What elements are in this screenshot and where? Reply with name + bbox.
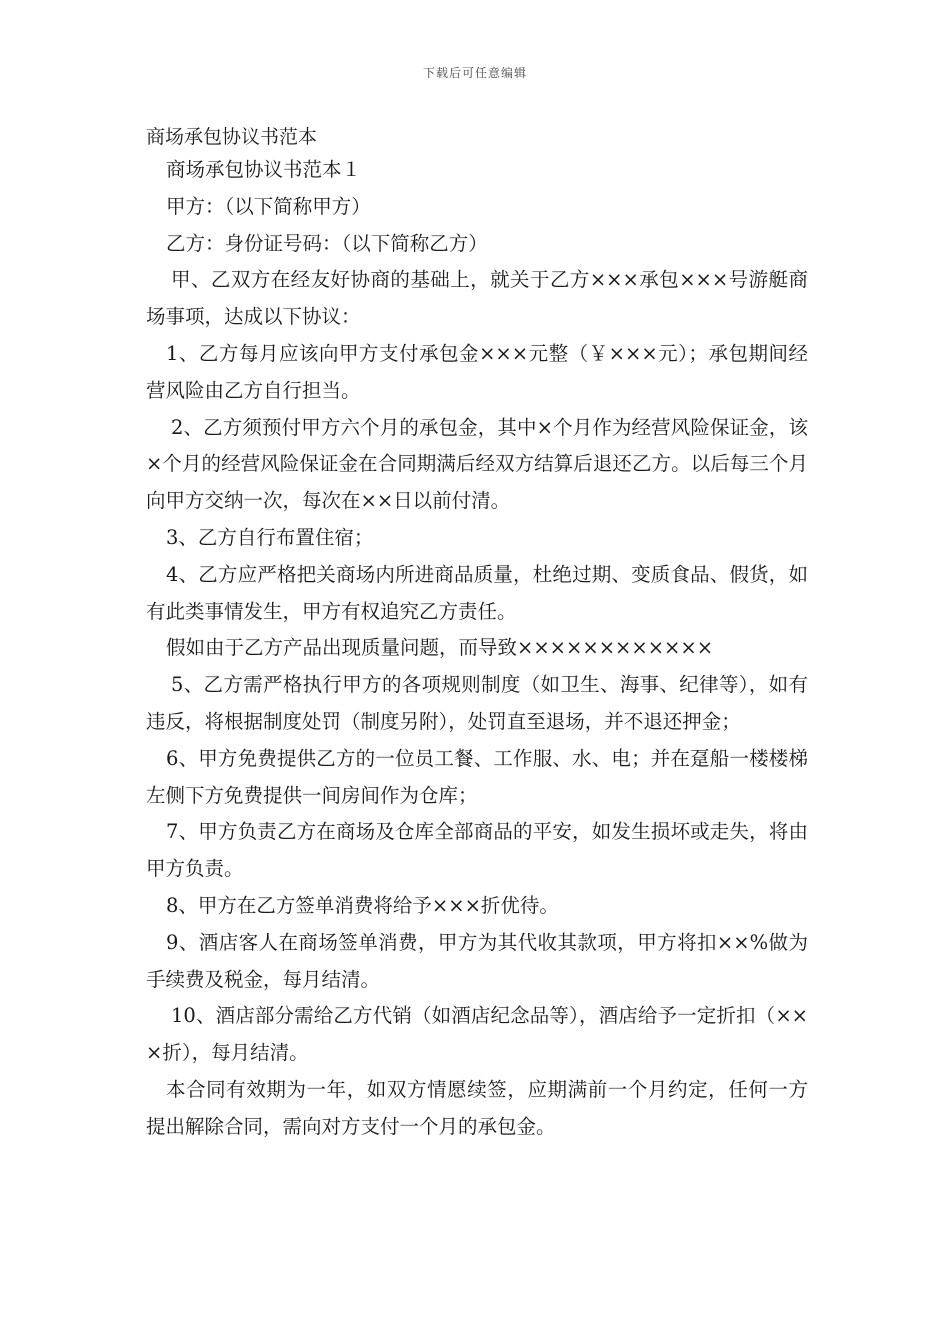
party-a-line: 甲方：（以下简称甲方） [166, 194, 371, 218]
document-title: 商场承包协议书范本 [146, 126, 318, 148]
clause-4: 4、乙方应严格把关商场内所进商品质量，杜绝过期、变质食品、假货，如有此类事情发生，甲方有权追究乙方责任。 [146, 562, 808, 623]
clause-8: 8、甲方在乙方签单消费将给予×××折优待。 [166, 893, 559, 917]
subtitle: 商场承包协议书范本１ [166, 158, 362, 181]
term-paragraph: 本合同有效期为一年，如双方情愿续签，应期满前一个月约定，任何一方提出解除合同，需向对方支付一个月的承包金。 [146, 1077, 808, 1138]
clause-1: 1、乙方每月应该向甲方支付承包金×××元整（￥×××元）；承包期间经营风险由乙方自行担当。 [146, 341, 808, 402]
clause-9: 9、酒店客人在商场签单消费，甲方为其代收其款项，甲方将扣××%做为手续费及税金，每月结清。 [146, 930, 808, 991]
document-body [146, 152, 808, 1146]
preamble-paragraph: 甲、乙双方在经友好协商的基础上，就关于乙方×××承包×××号游艇商场事项，达成以下协议： [146, 268, 808, 329]
clause-5: 5、乙方需严格执行甲方的各项规则制度（如卫生、海事、纪律等），如有违反，将根据制度处罚（制度另附），处罚直至退场，并不退还押金； [146, 673, 808, 733]
clause-7: 7、甲方负责乙方在商场及仓库全部商品的平安，如发生损坏或走失，将由甲方负责。 [146, 820, 808, 881]
clause-2: 2、乙方须预付甲方六个月的承包金，其中×个月作为经营风险保证金，该×个月的经营风险保证金在合同期满后经双方结算后退还乙方。以后每三个月向甲方交纳一次，每次在××日以前付清。 [146, 415, 808, 513]
clause-3: 3、乙方自行布置住宿； [166, 525, 374, 549]
clause-6: 6、甲方免费提供乙方的一位员工餐、工作服、水、电；并在趸船一楼楼梯左侧下方免费提供一间房间作为仓库； [146, 746, 808, 807]
header-note: 下载后可任意编辑 [422, 66, 527, 80]
party-b-line: 乙方：身份证号码：（以下简称乙方） [166, 231, 488, 255]
clause-10: 10、酒店部分需给乙方代销（如酒店纪念品等），酒店给予一定折扣（×××折），每月结清。 [146, 1004, 808, 1065]
quality-note: 假如由于乙方产品出现质量问题，而导致×××××××××××× [166, 636, 714, 660]
